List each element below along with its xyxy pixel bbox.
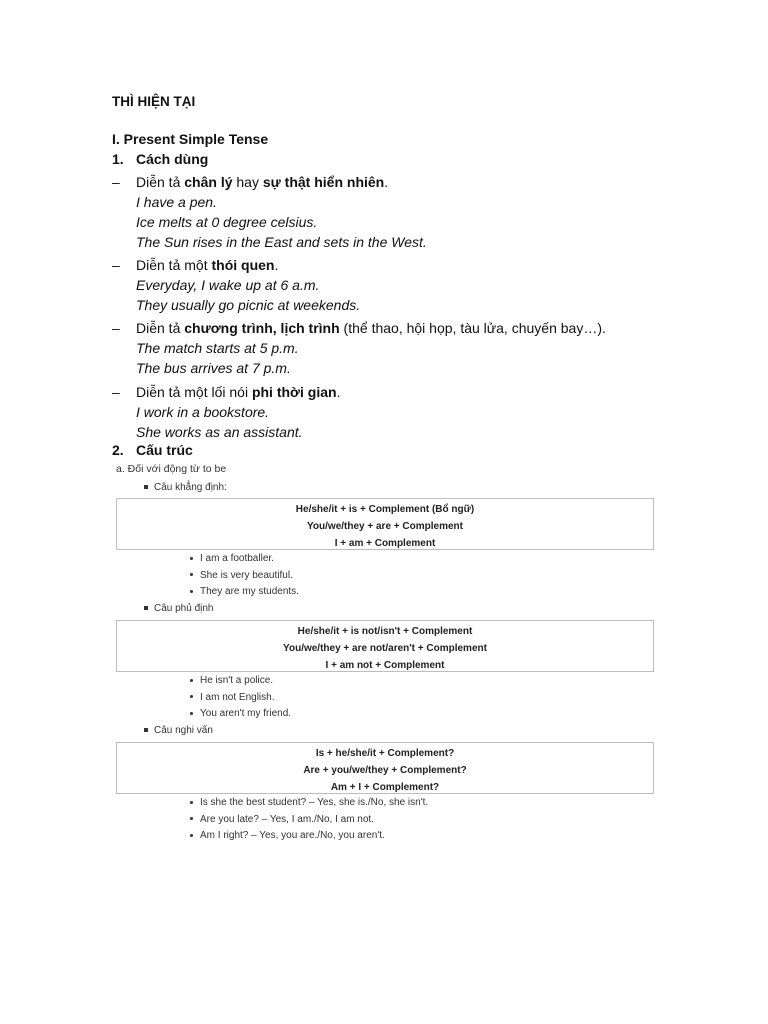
example-sentence: Ice melts at 0 degree celsius.: [136, 214, 318, 230]
section-title: I. Present Simple Tense: [112, 131, 269, 147]
negative-formula-box: [116, 620, 654, 672]
formula-line: You/we/they + are + Complement: [307, 521, 463, 532]
example-text: They are my students.: [200, 586, 299, 597]
usage-heading-text: Cách dùng: [136, 151, 209, 167]
usage-item-text: Diễn tả: [136, 174, 185, 190]
bullet-dot-icon: [190, 712, 193, 715]
usage-item-text: (thể thao, hội họp, tàu lửa, chuyến bay…).: [339, 320, 606, 336]
usage-item-2: [112, 255, 278, 275]
dash-marker: –: [112, 320, 120, 336]
usage-item-bold: thói quen: [211, 257, 275, 273]
example-sentence: I work in a bookstore.: [136, 404, 270, 420]
list-item: [190, 706, 291, 723]
formula-line: You/we/they + are not/aren't + Complement: [283, 643, 487, 654]
usage-item-text: .: [274, 257, 279, 273]
formula-line: He/she/it + is not/isn't + Complement: [297, 626, 473, 637]
bullet-dot-icon: [190, 573, 193, 576]
usage-item-text: hay: [232, 174, 263, 190]
example-text: Is she the best student? – Yes, she is./No, she isn't.: [200, 797, 429, 808]
negative-examples: [190, 673, 291, 723]
bullet-dot-icon: [190, 557, 193, 560]
usage-item-text: Diễn tả một lối nói: [136, 384, 252, 400]
list-item: [190, 690, 291, 707]
square-bullet-icon: [144, 606, 148, 610]
subsection-label: a. Đối với động từ to be: [116, 463, 227, 475]
formula-line: I + am not + Complement: [325, 660, 445, 671]
example-sentence: The match starts at 5 p.m.: [136, 340, 299, 356]
list-item: [190, 812, 428, 829]
example-text: He isn't a police.: [200, 675, 274, 686]
formula-line: Are + you/we/they + Complement?: [303, 765, 467, 776]
structure-heading: [112, 442, 193, 458]
formula-line: I + am + Complement: [334, 538, 436, 549]
example-text: Are you late? – Yes, I am./No, I am not.: [200, 813, 374, 825]
usage-item-4: [112, 382, 340, 402]
affirmative-label: [144, 482, 227, 493]
usage-item-bold: chân lý: [184, 174, 233, 190]
bullet-dot-icon: [190, 695, 193, 698]
dash-marker: –: [112, 384, 120, 400]
negative-label-text: Câu phủ định: [154, 603, 214, 614]
bullet-dot-icon: [190, 817, 193, 820]
bullet-dot-icon: [190, 679, 193, 682]
document-title: THÌ HIỆN TẠI: [112, 94, 196, 109]
usage-number: 1.: [112, 151, 124, 167]
example-sentence: The Sun rises in the East and sets in the West.: [136, 234, 427, 250]
formula-line: Is + he/she/it + Complement?: [315, 748, 455, 759]
affirmative-formula-box: [116, 498, 654, 550]
usage-item-text: .: [384, 174, 389, 190]
example-sentence: Everyday, I wake up at 6 a.m.: [136, 277, 320, 293]
example-sentence: She works as an assistant.: [136, 424, 303, 440]
example-sentence: I have a pen.: [136, 194, 217, 210]
dash-marker: –: [112, 174, 120, 190]
dash-marker: –: [112, 257, 120, 273]
example-text: You aren't my friend.: [200, 708, 292, 719]
bullet-dot-icon: [190, 590, 193, 593]
question-label-text: Câu nghi vấn: [154, 725, 213, 736]
usage-item-3: [112, 318, 606, 338]
example-sentence: They usually go picnic at weekends.: [136, 297, 361, 313]
question-label: [144, 725, 213, 736]
question-examples: [190, 795, 428, 845]
formula-line: He/she/it + is + Complement (Bổ ngữ): [295, 504, 475, 515]
example-sentence: The bus arrives at 7 p.m.: [136, 360, 291, 376]
example-text: I am not English.: [200, 691, 275, 703]
formula-line: Am + I + Complement?: [330, 782, 440, 793]
list-item: [190, 551, 299, 568]
affirmative-label-text: Câu khẳng định:: [154, 482, 227, 493]
usage-item-bold: phi thời gian: [251, 384, 337, 400]
example-text: She is very beautiful.: [200, 569, 293, 581]
list-item: [190, 568, 299, 585]
usage-item-text: .: [336, 384, 341, 400]
example-text: I am a footballer.: [200, 553, 274, 564]
bullet-dot-icon: [190, 834, 193, 837]
usage-item-1: [112, 172, 388, 192]
list-item: [190, 584, 299, 601]
list-item: [190, 828, 428, 845]
list-item: [190, 795, 428, 812]
usage-item-bold: sự thật hiển nhiên: [262, 174, 385, 190]
usage-item-bold: chương trình, lịch trình: [184, 320, 340, 336]
negative-label: [144, 603, 214, 614]
square-bullet-icon: [144, 728, 148, 732]
usage-item-text: Diễn tả: [136, 320, 185, 336]
list-item: [190, 673, 291, 690]
structure-number: 2.: [112, 442, 124, 458]
usage-item-text: Diễn tả một: [136, 257, 212, 273]
bullet-dot-icon: [190, 801, 193, 804]
structure-heading-text: Cấu trúc: [136, 442, 193, 458]
square-bullet-icon: [144, 485, 148, 489]
affirmative-examples: [190, 551, 299, 601]
usage-heading: [112, 151, 208, 167]
question-formula-box: [116, 742, 654, 794]
example-text: Am I right? – Yes, you are./No, you aren't.: [200, 830, 385, 841]
